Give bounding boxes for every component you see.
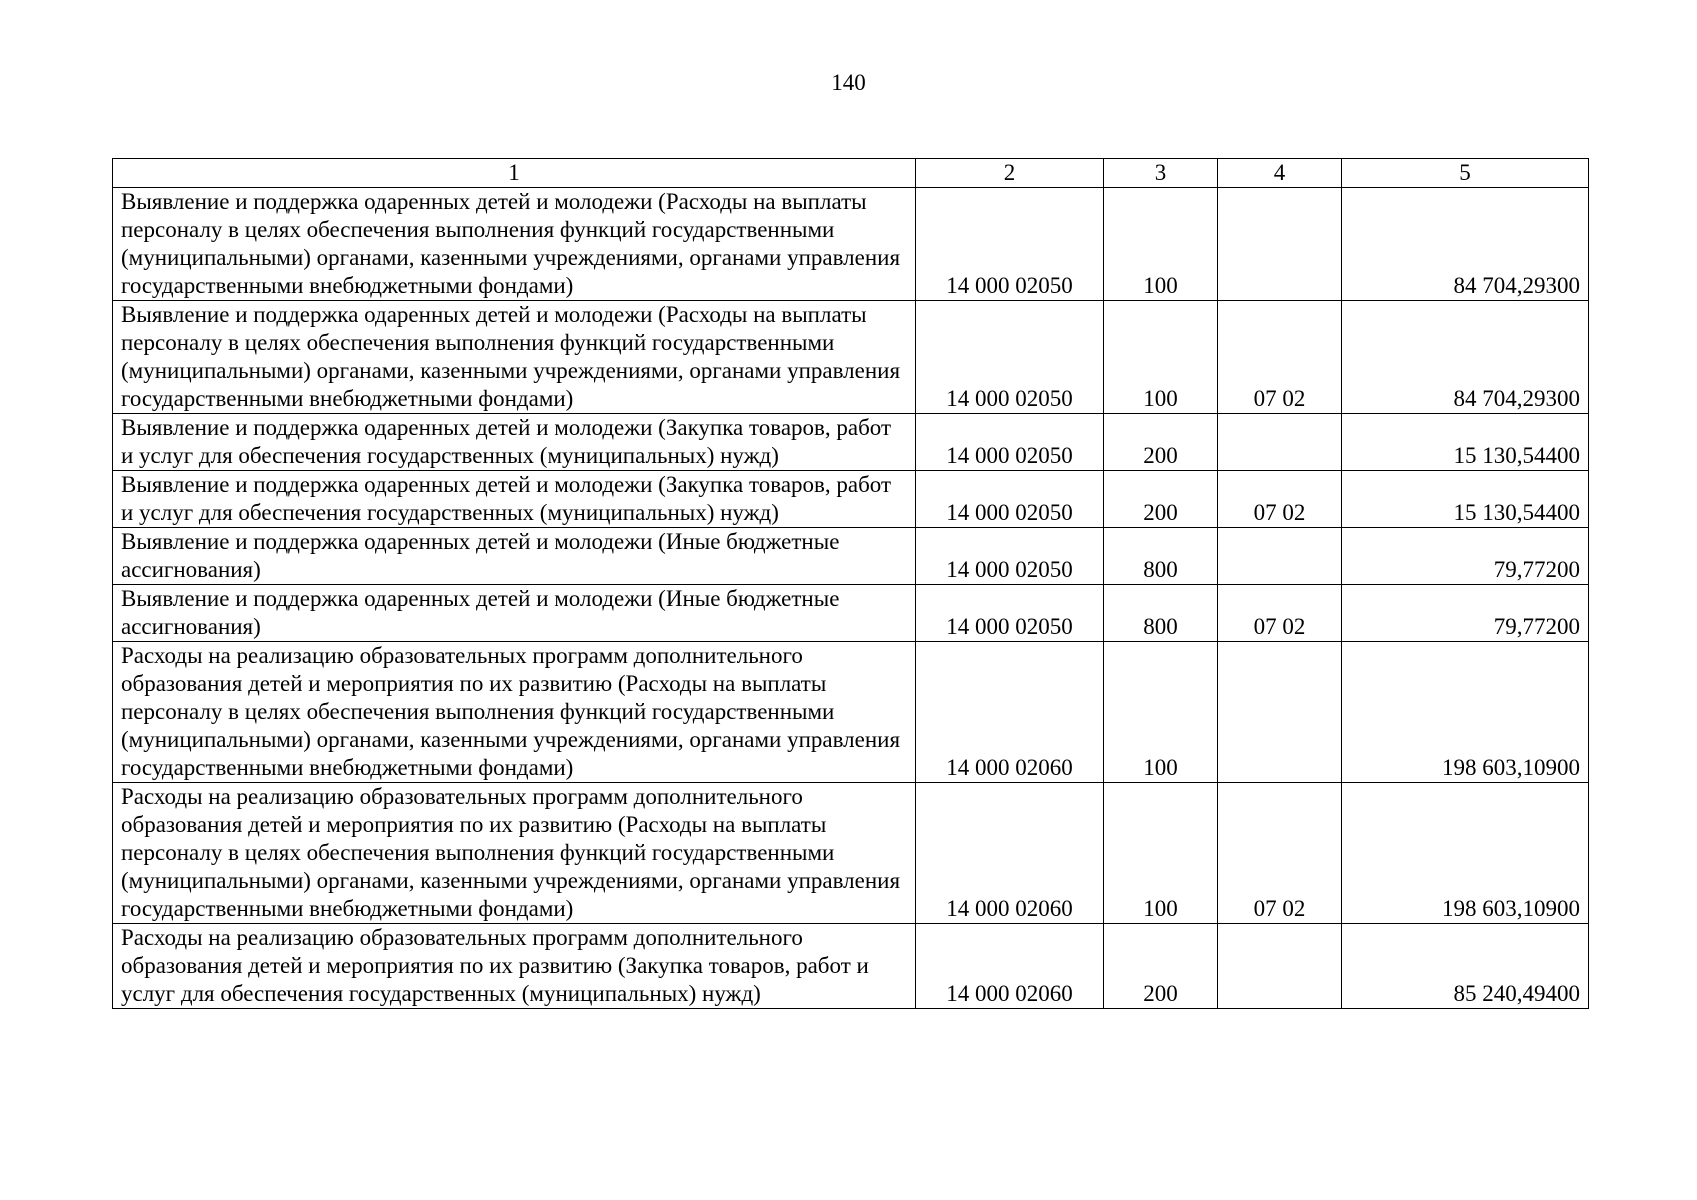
column-header: 4 [1218,159,1342,188]
amount-cell: 79,77200 [1342,585,1589,642]
amount-cell: 15 130,54400 [1342,414,1589,471]
table-row [113,301,1589,414]
target-code-cell: 14 000 02050 [916,414,1104,471]
table-row [113,188,1589,301]
amount-cell: 85 240,49400 [1342,924,1589,1009]
expense-type-cell: 100 [1104,301,1218,414]
column-header: 3 [1104,159,1218,188]
expense-name-cell: Расходы на реализацию образовательных программ дополнительного образования детей и мероприятия по их развитию (Расходы на выплаты персоналу в целях обеспечения выполнения функций государственными (муниципальными) органами, казенными учреждениями, органами управления государственными внебюджетными фондами) [113,783,916,924]
target-code-cell: 14 000 02050 [916,301,1104,414]
table-header-row [113,159,1589,188]
section-code-cell [1218,642,1342,783]
amount-cell: 84 704,29300 [1342,188,1589,301]
column-header: 1 [113,159,916,188]
target-code-cell: 14 000 02060 [916,642,1104,783]
table-row [113,924,1589,1009]
amount-cell: 198 603,10900 [1342,642,1589,783]
expense-type-cell: 800 [1104,585,1218,642]
expense-name-cell: Расходы на реализацию образовательных программ дополнительного образования детей и мероприятия по их развитию (Закупка товаров, работ и услуг для обеспечения государственных (муниципальных) нужд) [113,924,916,1009]
target-code-cell: 14 000 02050 [916,585,1104,642]
section-code-cell [1218,924,1342,1009]
expense-type-cell: 800 [1104,528,1218,585]
amount-cell: 79,77200 [1342,528,1589,585]
amount-cell: 84 704,29300 [1342,301,1589,414]
table-row [113,585,1589,642]
section-code-cell: 07 02 [1218,471,1342,528]
section-code-cell [1218,414,1342,471]
expense-type-cell: 100 [1104,642,1218,783]
budget-table [112,158,1589,1009]
expense-type-cell: 200 [1104,471,1218,528]
column-header: 5 [1342,159,1589,188]
target-code-cell: 14 000 02060 [916,783,1104,924]
target-code-cell: 14 000 02060 [916,924,1104,1009]
amount-cell: 198 603,10900 [1342,783,1589,924]
expense-type-cell: 200 [1104,924,1218,1009]
expense-type-cell: 100 [1104,783,1218,924]
table-row [113,528,1589,585]
expense-name-cell: Выявление и поддержка одаренных детей и молодежи (Расходы на выплаты персоналу в целях обеспечения выполнения функций государственными (муниципальными) органами, казенными учреждениями, органами управления государственными внебюджетными фондами) [113,188,916,301]
target-code-cell: 14 000 02050 [916,528,1104,585]
amount-cell: 15 130,54400 [1342,471,1589,528]
section-code-cell: 07 02 [1218,783,1342,924]
section-code-cell: 07 02 [1218,301,1342,414]
expense-name-cell: Выявление и поддержка одаренных детей и молодежи (Иные бюджетные ассигнования) [113,528,916,585]
section-code-cell [1218,528,1342,585]
expense-name-cell: Выявление и поддержка одаренных детей и молодежи (Иные бюджетные ассигнования) [113,585,916,642]
page-number: 140 [831,70,866,95]
expense-name-cell: Выявление и поддержка одаренных детей и молодежи (Закупка товаров, работ и услуг для обеспечения государственных (муниципальных) нужд) [113,414,916,471]
column-header: 2 [916,159,1104,188]
expense-type-cell: 200 [1104,414,1218,471]
table-row [113,783,1589,924]
expense-name-cell: Выявление и поддержка одаренных детей и молодежи (Закупка товаров, работ и услуг для обеспечения государственных (муниципальных) нужд) [113,471,916,528]
table-row [113,471,1589,528]
table-row [113,642,1589,783]
table-row [113,414,1589,471]
target-code-cell: 14 000 02050 [916,471,1104,528]
section-code-cell [1218,188,1342,301]
expense-name-cell: Выявление и поддержка одаренных детей и молодежи (Расходы на выплаты персоналу в целях обеспечения выполнения функций государственными (муниципальными) органами, казенными учреждениями, органами управления государственными внебюджетными фондами) [113,301,916,414]
expense-type-cell: 100 [1104,188,1218,301]
target-code-cell: 14 000 02050 [916,188,1104,301]
expense-name-cell: Расходы на реализацию образовательных программ дополнительного образования детей и мероприятия по их развитию (Расходы на выплаты персоналу в целях обеспечения выполнения функций государственными (муниципальными) органами, казенными учреждениями, органами управления государственными внебюджетными фондами) [113,642,916,783]
section-code-cell: 07 02 [1218,585,1342,642]
